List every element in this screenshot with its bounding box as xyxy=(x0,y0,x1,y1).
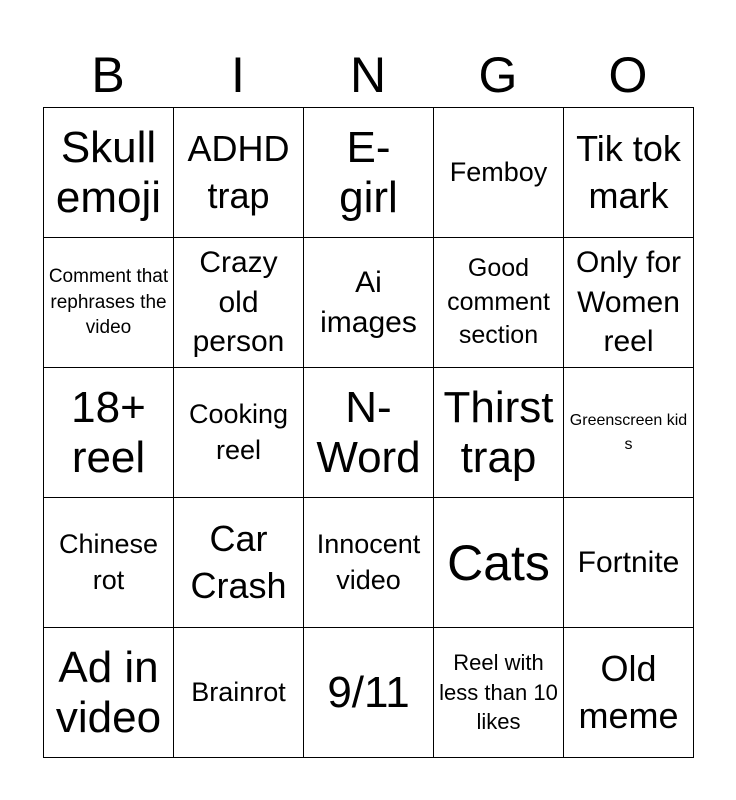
cell-label: Good comment section xyxy=(447,253,550,350)
bingo-cell-r2-c3[interactable] xyxy=(304,238,434,368)
bingo-cell-r5-c1[interactable] xyxy=(44,628,174,758)
header-letter-o: O xyxy=(608,47,648,103)
bingo-card-grid xyxy=(43,107,694,758)
cell-label: Chinese rot xyxy=(58,529,159,595)
bingo-cell-r1-c2[interactable] xyxy=(174,108,304,238)
bingo-cell-r4-c5[interactable] xyxy=(564,498,694,628)
cell-label: Only for Women reel xyxy=(575,246,682,359)
cell-label: ADHD trap xyxy=(187,128,290,216)
bingo-cell-r5-c4[interactable] xyxy=(434,628,564,758)
cell-label: 18+ reel xyxy=(71,383,146,482)
cell-label: Thirst trap xyxy=(443,383,554,482)
cell-label: Femboy xyxy=(449,156,548,187)
bingo-cell-r3-c2[interactable] xyxy=(174,368,304,498)
bingo-cell-r3-c1[interactable] xyxy=(44,368,174,498)
bingo-cell-r1-c1[interactable] xyxy=(44,108,174,238)
bingo-cell-r4-c2[interactable] xyxy=(174,498,304,628)
cell-label: Innocent video xyxy=(316,529,421,595)
cell-label: N-Word xyxy=(316,383,421,482)
cell-label: Ai images xyxy=(320,265,417,339)
bingo-cell-r3-c3[interactable] xyxy=(304,368,434,498)
bingo-cell-r2-c4[interactable] xyxy=(434,238,564,368)
bingo-cell-r2-c2[interactable] xyxy=(174,238,304,368)
cell-label: Brainrot xyxy=(191,676,286,707)
cell-label: Car Crash xyxy=(190,518,287,606)
cell-label: 9/11 xyxy=(327,667,410,717)
bingo-cell-r3-c5[interactable] xyxy=(564,368,694,498)
cell-label: Fortnite xyxy=(577,545,680,579)
cell-label: Ad in video xyxy=(55,643,162,742)
cell-label: Skull emoji xyxy=(55,123,162,222)
bingo-cell-r2-c5[interactable] xyxy=(564,238,694,368)
cell-label: Comment that rephrases the video xyxy=(48,266,169,339)
cell-label: Greenscreen kids xyxy=(569,412,688,453)
header-letter-i: I xyxy=(231,47,245,103)
bingo-cell-r1-c4[interactable] xyxy=(434,108,564,238)
header-letter-b: B xyxy=(91,47,125,103)
bingo-cell-r5-c5[interactable] xyxy=(564,628,694,758)
bingo-cell-r4-c4[interactable] xyxy=(434,498,564,628)
cell-label: Old meme xyxy=(578,648,679,736)
cell-label: E-girl xyxy=(339,123,398,222)
cell-label: Cooking reel xyxy=(188,399,289,465)
bingo-cell-r5-c2[interactable] xyxy=(174,628,304,758)
bingo-header xyxy=(43,42,693,108)
header-letter-n: N xyxy=(349,47,387,103)
bingo-cell-r1-c3[interactable] xyxy=(304,108,434,238)
bingo-cell-r4-c3[interactable] xyxy=(304,498,434,628)
bingo-cell-r5-c3[interactable] xyxy=(304,628,434,758)
bingo-cell-r4-c1[interactable] xyxy=(44,498,174,628)
bingo-cell-r3-c4[interactable] xyxy=(434,368,564,498)
bingo-cell-r1-c5[interactable] xyxy=(564,108,694,238)
cell-label: Cats xyxy=(447,534,550,591)
header-letter-g: G xyxy=(478,47,518,103)
cell-label: Tik tok mark xyxy=(576,128,681,216)
cell-label: Reel with less than 10 likes xyxy=(439,649,558,735)
cell-label: Crazy old person xyxy=(192,246,285,359)
bingo-cell-r2-c1[interactable] xyxy=(44,238,174,368)
